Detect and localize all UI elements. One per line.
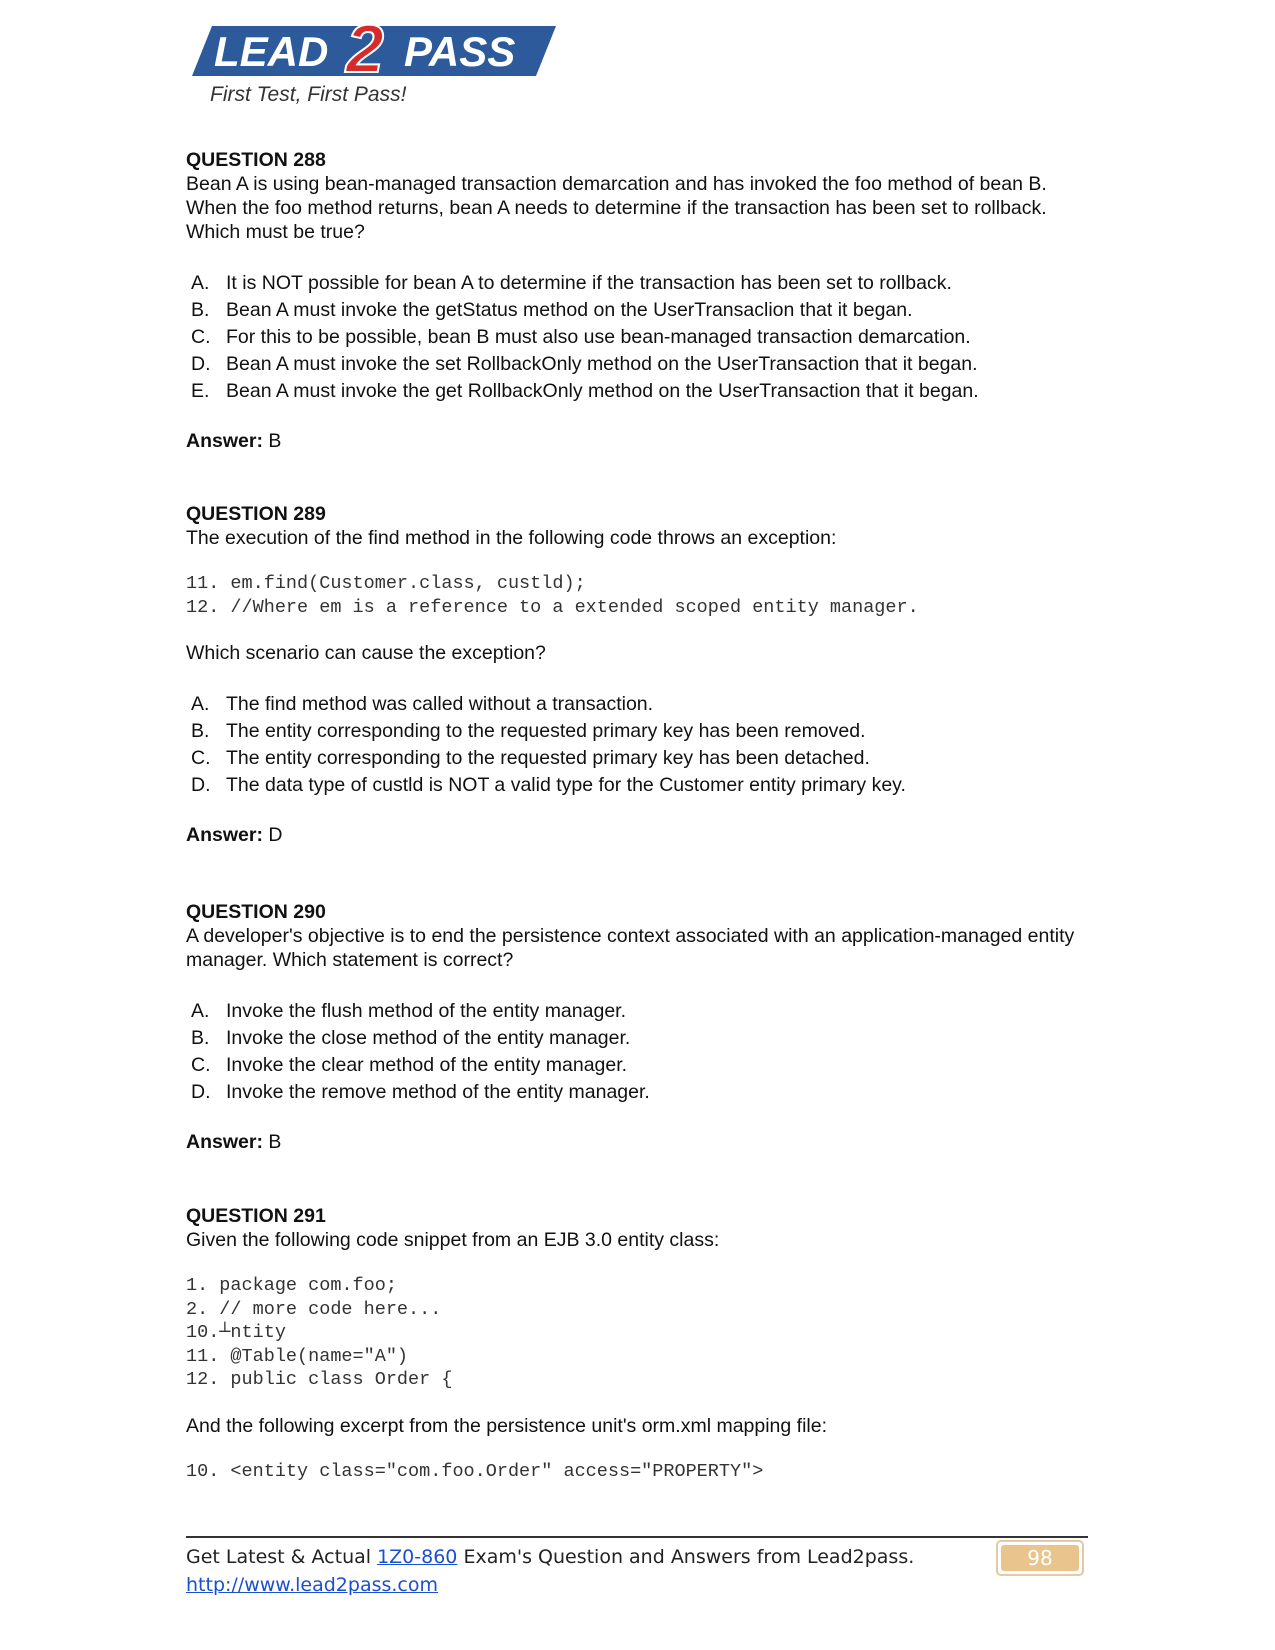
question-title: QUESTION 288 [186, 149, 326, 171]
option-letter: D. [191, 1081, 211, 1103]
option-list [186, 691, 1086, 799]
option-item [186, 998, 1086, 1025]
option-letter: A. [191, 693, 210, 715]
answer-label: Answer: [186, 824, 263, 846]
answer-line [186, 1130, 1086, 1154]
option-text: The data type of custld is NOT a valid type for the Customer entity primary key. [226, 774, 906, 796]
site-link[interactable]: http://www.lead2pass.com [186, 1574, 439, 1596]
option-text: Invoke the clear method of the entity manager. [226, 1054, 628, 1076]
answer-line [186, 429, 1086, 453]
option-letter: B. [191, 299, 210, 321]
page-number-badge [996, 1540, 1084, 1576]
answer-value: D [268, 824, 283, 846]
question-stem: The execution of the find method in the following code throws an exception: [186, 527, 837, 549]
option-item [186, 1025, 1086, 1052]
footer-line-2 [186, 1571, 914, 1599]
option-letter: D. [191, 774, 211, 796]
question-stem: Bean A is using bean-managed transaction demarcation and has invoked the foo method of bean B. When the foo method returns, bean A needs to determine if the transaction has been set to rollback. Which must be true? [186, 173, 1047, 243]
logo-word-right: PASS [404, 28, 516, 75]
footer-text-before: Get Latest & Actual [186, 1546, 378, 1568]
option-letter: C. [191, 326, 211, 348]
option-text: Invoke the close method of the entity manager. [226, 1027, 631, 1049]
option-item [186, 378, 1086, 405]
xml-code-snippet: 10. <entity class="com.foo.Order" access="PROPERTY"> [186, 1460, 764, 1482]
question-title: QUESTION 289 [186, 503, 326, 525]
option-item [186, 745, 1086, 772]
option-item [186, 297, 1086, 324]
answer-label: Answer: [186, 1131, 263, 1153]
option-letter: D. [191, 353, 211, 375]
footer-divider [186, 1536, 1088, 1538]
question-289 [186, 502, 1086, 847]
option-text: The find method was called without a transaction. [226, 693, 654, 715]
option-item [186, 270, 1086, 297]
option-text: Invoke the remove method of the entity manager. [226, 1081, 650, 1103]
option-item [186, 1052, 1086, 1079]
code-snippet: 1. package com.foo; 2. // more code here... 10.┴ntity 11. @Table(name="A") 12. public class Order { [186, 1275, 453, 1390]
option-text: Bean A must invoke the getStatus method on the UserTransaclion that it began. [226, 299, 913, 321]
option-letter: B. [191, 1027, 210, 1049]
answer-value: B [268, 1131, 282, 1153]
option-letter: E. [191, 380, 210, 402]
option-item [186, 324, 1086, 351]
option-text: It is NOT possible for bean A to determine if the transaction has been set to rollback. [226, 272, 952, 294]
excerpt-intro: And the following excerpt from the persistence unit's orm.xml mapping file: [186, 1414, 828, 1437]
document-content [186, 148, 1086, 1482]
option-text: Bean A must invoke the get RollbackOnly method on the UserTransaction that it began. [226, 380, 979, 402]
answer-value: B [268, 430, 282, 452]
answer-label: Answer: [186, 430, 263, 452]
question-stem: Given the following code snippet from an EJB 3.0 entity class: [186, 1229, 720, 1251]
option-item [186, 772, 1086, 799]
option-text: The entity corresponding to the requested primary key has been detached. [226, 747, 870, 769]
question-288 [186, 148, 1086, 453]
answer-line [186, 823, 1086, 847]
option-item [186, 1079, 1086, 1106]
option-item [186, 718, 1086, 745]
footer [186, 1543, 914, 1599]
logo-graphic [192, 8, 584, 106]
question-prompt: Which scenario can cause the exception? [186, 642, 546, 664]
exam-code-link[interactable]: 1Z0-860 [377, 1546, 458, 1568]
option-letter: A. [191, 272, 210, 294]
option-letter: A. [191, 1000, 210, 1022]
option-letter: C. [191, 1054, 211, 1076]
question-291 [186, 1204, 1086, 1483]
question-title: QUESTION 291 [186, 1205, 326, 1227]
option-text: The entity corresponding to the requested primary key has been removed. [226, 720, 866, 742]
option-text: Bean A must invoke the set RollbackOnly method on the UserTransaction that it began. [226, 353, 978, 375]
logo-digit: 2 [346, 11, 384, 87]
logo-word-left: LEAD [214, 28, 329, 75]
lead2pass-logo [192, 8, 584, 106]
option-text: For this to be possible, bean B must also use bean-managed transaction demarcation. [226, 326, 971, 348]
option-text: Invoke the flush method of the entity manager. [226, 1000, 626, 1022]
option-letter: C. [191, 747, 211, 769]
question-title: QUESTION 290 [186, 901, 326, 923]
option-item [186, 691, 1086, 718]
question-290 [186, 900, 1086, 1154]
question-stem: A developer's objective is to end the persistence context associated with an application-managed entity manager. Which statement is correct? [186, 925, 1075, 971]
footer-line-1 [186, 1543, 914, 1571]
footer-text-after: Exam's Question and Answers from Lead2pass. [457, 1546, 915, 1568]
option-letter: B. [191, 720, 210, 742]
option-item [186, 351, 1086, 378]
page-number: 98 [1001, 1545, 1079, 1571]
code-snippet: 11. em.find(Customer.class, custld); 12. //Where em is a reference to a extended scoped entity manager. [186, 573, 919, 618]
logo-tagline: First Test, First Pass! [210, 83, 407, 106]
option-list [186, 998, 1086, 1106]
option-list [186, 270, 1086, 405]
